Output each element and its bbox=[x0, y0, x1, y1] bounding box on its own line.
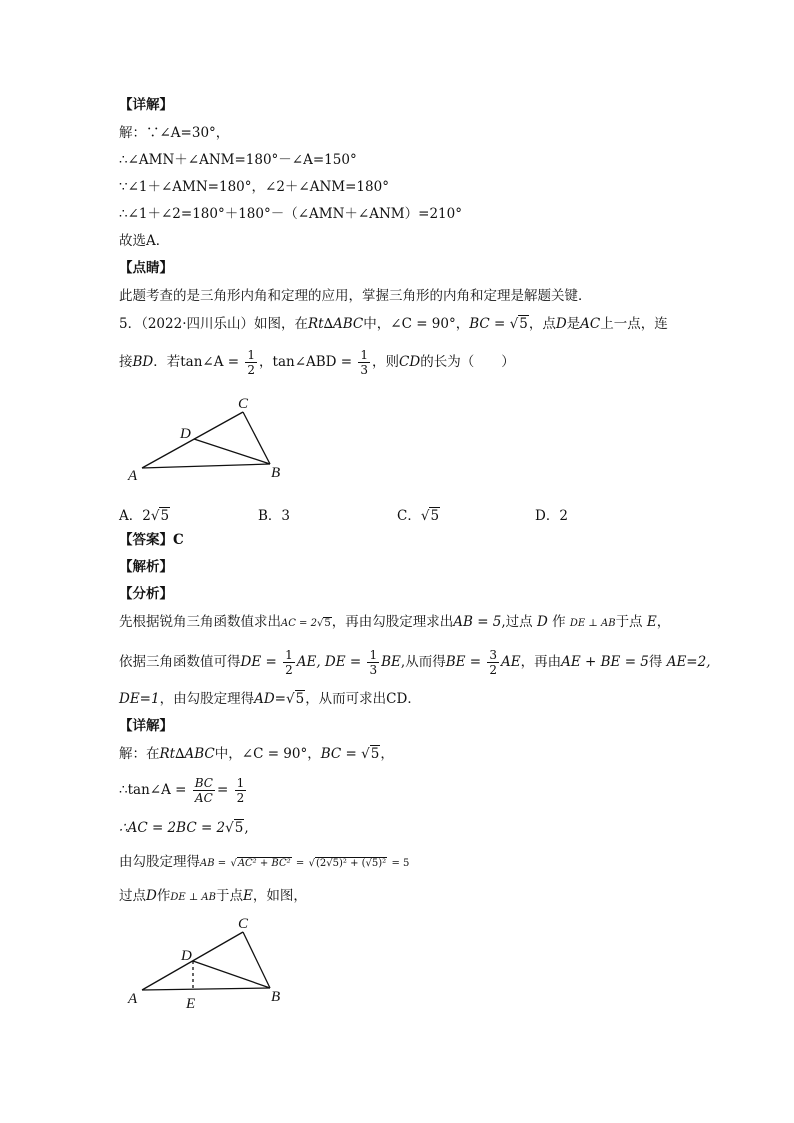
option-a[interactable] bbox=[119, 504, 170, 524]
answer-line: 【答案】C bbox=[119, 532, 184, 548]
option-b[interactable] bbox=[258, 504, 290, 524]
option-letter: C． bbox=[397, 508, 421, 524]
text: 于点 bbox=[215, 888, 243, 904]
comment-text: 此题考查的是三角形内角和定理的应用，掌握三角形的内角和定理是解题关键． bbox=[119, 288, 592, 304]
fraction bbox=[283, 648, 295, 677]
segment-ac: AC bbox=[580, 316, 601, 332]
sqrt-radicand: 5 bbox=[430, 508, 440, 524]
label-e: E bbox=[186, 996, 196, 1012]
numerator: 1 bbox=[360, 348, 369, 362]
numerator: 3 bbox=[489, 648, 498, 662]
sqrt-radicand: 5 bbox=[160, 508, 170, 524]
perp-expr: DE ⊥ AB bbox=[569, 618, 616, 629]
ac-expr: ∴AC = 2BC = 2 bbox=[119, 820, 226, 836]
ae-value: AE=2, bbox=[666, 654, 711, 670]
numerator: 1 bbox=[236, 776, 245, 790]
be-expr: BE bbox=[381, 654, 401, 670]
detail-line-1 bbox=[119, 745, 394, 763]
q5-text: ， bbox=[259, 354, 273, 370]
de-value: DE=1 bbox=[119, 691, 160, 707]
solution-line-2: ∴∠AMN＋∠ANM=180°－∠A=150° bbox=[119, 152, 357, 168]
equals: = bbox=[216, 782, 229, 798]
rt-triangle-abc: Rt∆ABC bbox=[308, 316, 364, 332]
section-detail-heading: 【详解】 bbox=[119, 97, 173, 113]
label-a: A bbox=[128, 991, 138, 1007]
question-number: 5．（2022·四川乐山）如图，在 bbox=[119, 316, 308, 332]
denominator: 3 bbox=[360, 363, 369, 377]
fraction bbox=[367, 648, 379, 677]
text: , bbox=[244, 820, 249, 836]
angle-c-eq: ∠C = 90° bbox=[390, 316, 456, 332]
sqrt-radicand: 5 bbox=[324, 618, 331, 629]
analysis-line-1 bbox=[119, 613, 670, 633]
point-d: D bbox=[146, 888, 157, 904]
text: ,从而得 bbox=[400, 654, 446, 670]
question-5-line-1 bbox=[119, 315, 668, 333]
detail-line-4 bbox=[119, 853, 409, 873]
q5-text: 接 bbox=[119, 354, 133, 370]
de-eq: DE = bbox=[240, 654, 277, 670]
solution-line-3: ∵∠1＋∠AMN=180°，∠2＋∠ANM=180° bbox=[119, 179, 389, 195]
label-c: C bbox=[238, 916, 249, 932]
option-letter: A． bbox=[119, 508, 143, 524]
equals: = bbox=[295, 858, 305, 869]
sqrt-expression: √5 bbox=[316, 618, 331, 629]
triangle-figure bbox=[120, 392, 300, 487]
option-letter: D． bbox=[535, 508, 560, 524]
q5-text: ，则 bbox=[372, 354, 400, 370]
label-a: A bbox=[128, 468, 138, 484]
analysis-line-2 bbox=[119, 648, 711, 677]
rt-triangle-abc: Rt∆ABC bbox=[159, 746, 215, 762]
segment-ac bbox=[142, 412, 243, 468]
question-5-line-2 bbox=[119, 348, 515, 377]
q5-text: 中， bbox=[363, 316, 391, 332]
sqrt-expression: √5 bbox=[225, 820, 244, 836]
denominator: 2 bbox=[247, 363, 256, 377]
text: ，如图， bbox=[252, 888, 307, 904]
text: 作 bbox=[552, 614, 566, 630]
text: 先根据锐角三角函数值求出 bbox=[119, 614, 281, 630]
fraction bbox=[487, 648, 499, 677]
numerator: 1 bbox=[369, 648, 378, 662]
fraction bbox=[235, 776, 247, 805]
sqrt-radicand: 5 bbox=[295, 691, 305, 707]
q5-text: 的长为（ ） bbox=[420, 354, 515, 370]
ae-expr: AE, DE = bbox=[296, 654, 362, 670]
text: 过点 bbox=[119, 888, 146, 904]
sqrt-radicand: 5 bbox=[234, 820, 244, 836]
sqrt-expression: √5 bbox=[285, 691, 305, 707]
analysis-line-3 bbox=[119, 690, 421, 708]
sqrt-expression: √5 bbox=[509, 316, 528, 332]
text: ，由勾股定理得 bbox=[159, 691, 255, 707]
ab-eq: AB = 5 bbox=[453, 614, 502, 630]
sum-expr: AE + BE = 5 bbox=[561, 654, 649, 670]
sqrt-radicand: AC² + BC² bbox=[237, 858, 291, 869]
section-detail-2-heading: 【详解】 bbox=[119, 718, 173, 734]
detail-line-2 bbox=[119, 776, 248, 805]
sqrt-expression: √5 bbox=[361, 746, 380, 762]
option-value: 2 bbox=[559, 508, 568, 524]
label-b: B bbox=[271, 989, 281, 1005]
fraction bbox=[245, 348, 257, 377]
sqrt-expression: √5 bbox=[150, 508, 170, 524]
ad-eq: AD= bbox=[254, 691, 286, 707]
perp-expr: DE ⊥ AB bbox=[170, 892, 216, 903]
denominator: AC bbox=[194, 791, 213, 805]
segment-bd: BD bbox=[132, 354, 154, 370]
numerator: 1 bbox=[285, 648, 293, 662]
option-value: 2 bbox=[142, 508, 151, 524]
segment-cd: CD bbox=[399, 354, 421, 370]
label-c: C bbox=[238, 396, 249, 412]
angle-c-eq: ∠C = 90° bbox=[241, 746, 308, 762]
q5-text: 是 bbox=[566, 316, 581, 332]
numerator: 1 bbox=[247, 348, 256, 362]
section-analysis-heading: 【解析】 bbox=[119, 559, 173, 575]
label-b: B bbox=[271, 465, 281, 481]
point-e: E bbox=[646, 614, 657, 630]
sqrt-radicand: 5 bbox=[370, 746, 380, 762]
triangle-figure-with-altitude bbox=[120, 912, 300, 1012]
detail-line-3 bbox=[119, 819, 249, 837]
sqrt-radicand: (2√5)² + (√5)² bbox=[315, 858, 387, 869]
segment-ab bbox=[142, 988, 270, 990]
tan-abd-expr: tan∠ABD = bbox=[272, 354, 353, 370]
text: 解：在 bbox=[119, 746, 160, 762]
label-d: D bbox=[181, 948, 192, 964]
text: ,过点 bbox=[501, 614, 533, 630]
denominator: 2 bbox=[489, 663, 498, 677]
denominator: 3 bbox=[369, 663, 378, 677]
sqrt-expression: √AC² + BC² bbox=[230, 858, 291, 869]
text: 由勾股定理得 bbox=[119, 854, 200, 870]
option-d[interactable] bbox=[535, 504, 568, 524]
bc-eq: BC = bbox=[469, 316, 506, 332]
q5-text: 上一点，连 bbox=[600, 316, 668, 332]
denominator: 2 bbox=[285, 663, 293, 677]
solution-choice: 故选A． bbox=[119, 233, 170, 249]
segment-ab bbox=[142, 464, 270, 468]
ae-expr: AE bbox=[501, 654, 521, 670]
text: ，再由勾股定理求出 bbox=[331, 614, 454, 630]
section-fenxi-heading: 【分析】 bbox=[119, 586, 173, 602]
solution-line-1: 解：∵∠A=30°， bbox=[119, 125, 230, 141]
point-d: D bbox=[555, 316, 567, 332]
point-e: E bbox=[242, 888, 253, 904]
fraction bbox=[358, 348, 370, 377]
q5-text: ，点 bbox=[528, 316, 556, 332]
text: ， bbox=[380, 746, 394, 762]
text: 中， bbox=[214, 746, 242, 762]
sqrt-expression: √(2√5)² + (√5)² bbox=[308, 858, 387, 869]
text: 依据三角函数值可得 bbox=[119, 654, 241, 670]
text: ，再由 bbox=[520, 654, 562, 670]
section-comment-heading: 【点睛】 bbox=[119, 260, 173, 276]
point-d: D bbox=[536, 614, 548, 630]
text: 作 bbox=[156, 888, 171, 904]
option-letter: B． bbox=[258, 508, 282, 524]
solution-line-4: ∴∠1＋∠2=180°＋180°－（∠AMN＋∠ANM）=210° bbox=[119, 206, 462, 222]
text: ， bbox=[656, 614, 671, 630]
text: ， bbox=[307, 746, 321, 762]
fraction bbox=[193, 776, 215, 805]
q5-text: ， bbox=[455, 316, 470, 332]
text: 于点 bbox=[615, 614, 643, 630]
numerator: BC bbox=[194, 776, 213, 790]
sqrt-expression: √5 bbox=[420, 508, 440, 524]
ab-eq: AB = bbox=[200, 858, 227, 869]
detail-line-5 bbox=[119, 887, 307, 907]
tan-a-expr: ∴tan∠A = bbox=[119, 782, 187, 798]
sqrt-radicand: 5 bbox=[519, 316, 528, 332]
option-c[interactable] bbox=[397, 504, 440, 524]
option-value: 3 bbox=[281, 508, 291, 524]
bc-eq: BC = bbox=[320, 746, 357, 762]
be-eq: BE = bbox=[445, 654, 482, 670]
result: = 5 bbox=[391, 858, 410, 869]
denominator: 2 bbox=[236, 791, 245, 805]
q5-text: ．若 bbox=[153, 354, 181, 370]
label-d: D bbox=[180, 426, 191, 442]
text: 得 bbox=[648, 654, 663, 670]
tan-a-expr: tan∠A = bbox=[180, 354, 240, 370]
text: ，从而可求出CD． bbox=[305, 691, 421, 707]
ac-eq: AC = 2 bbox=[281, 618, 317, 629]
